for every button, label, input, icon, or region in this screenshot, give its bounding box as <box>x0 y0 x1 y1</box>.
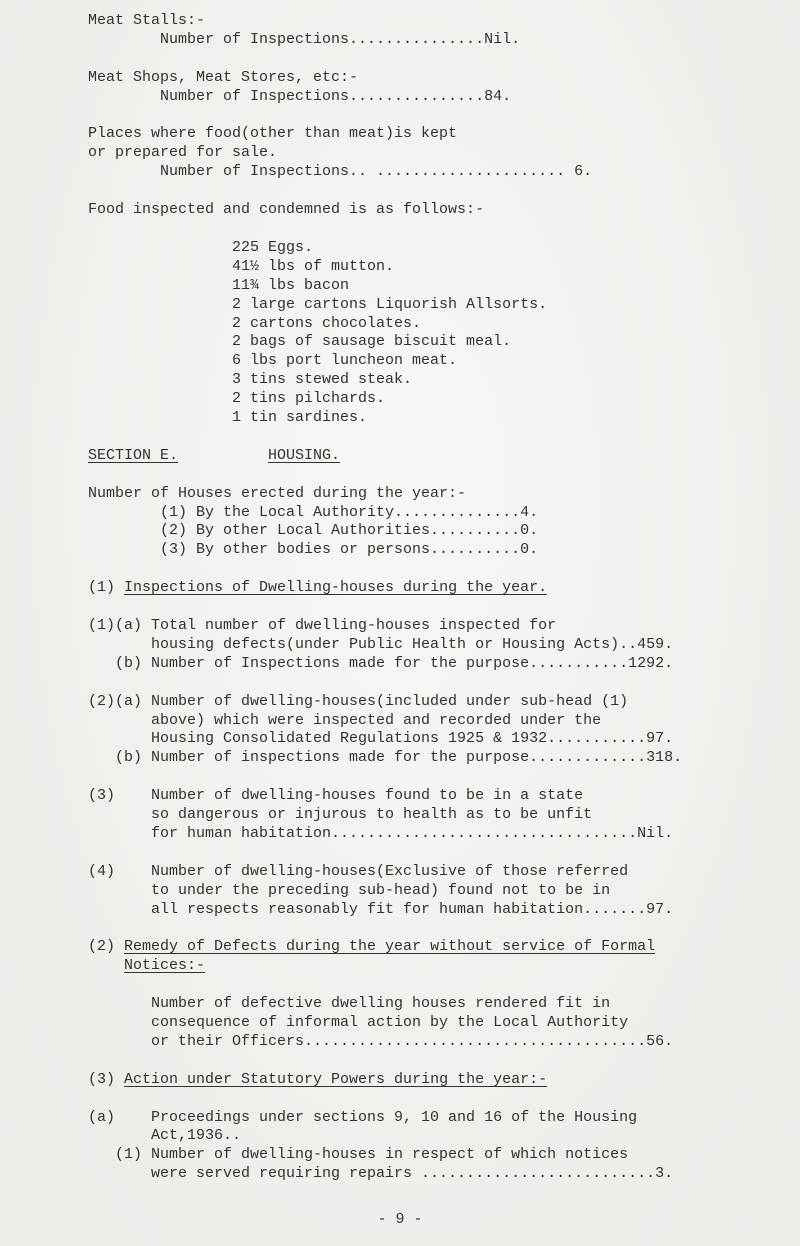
line-text: 11¾ lbs bacon <box>88 276 350 294</box>
document-line <box>88 636 764 655</box>
line-text <box>178 447 268 464</box>
document-line <box>88 1127 764 1146</box>
document-line <box>88 693 764 712</box>
document-line <box>88 1165 764 1184</box>
line-text: so dangerous or injurous to health as to be unfit <box>88 806 593 824</box>
document-line <box>88 1090 764 1109</box>
heading-text: Action under Statutory Powers during the year:- <box>124 1070 548 1088</box>
line-text: Number of Inspections...............Nil. <box>88 30 521 48</box>
line-text: or their Officers......................................56. <box>88 1032 674 1050</box>
document-line <box>88 333 764 352</box>
heading-text: HOUSING. <box>268 446 341 464</box>
line-text: Food inspected and condemned is as follows:- <box>88 201 485 219</box>
document-line <box>88 882 764 901</box>
line-text: (1) Number of dwelling-houses in respect of which notices <box>88 1146 629 1164</box>
line-text: Number of Houses erected during the year:- <box>88 484 467 502</box>
document-line <box>88 522 764 541</box>
line-text: (b) Number of inspections made for the purpose.............318. <box>88 749 683 767</box>
document-line <box>88 617 764 636</box>
document-line <box>88 163 764 182</box>
line-text: 6 lbs port luncheon meat. <box>88 352 458 370</box>
page-number: - 9 - <box>377 1211 423 1229</box>
document-line <box>88 787 764 806</box>
line-text: 2 cartons chocolates. <box>88 314 422 332</box>
document-line <box>88 806 764 825</box>
line-text: consequence of informal action by the Local Authority <box>88 1014 629 1032</box>
document-line <box>88 504 764 523</box>
document-line <box>88 125 764 144</box>
document-line <box>88 390 764 409</box>
line-text: (2) By other Local Authorities..........0. <box>88 522 539 540</box>
document-line <box>88 201 764 220</box>
line-text: (3) Number of dwelling-houses found to be in a state <box>88 787 584 805</box>
line-text: (1) By the Local Authority..............4. <box>88 503 539 521</box>
document-line <box>88 466 764 485</box>
document-line <box>88 277 764 296</box>
document-line <box>88 182 764 201</box>
line-text: 1 tin sardines. <box>88 409 368 427</box>
line-text: housing defects(under Public Health or Housing Acts)..459. <box>88 635 674 653</box>
line-text: 2 large cartons Liquorish Allsorts. <box>88 295 548 313</box>
document-line <box>88 352 764 371</box>
document-line <box>88 315 764 334</box>
document-line <box>88 560 764 579</box>
document-line <box>88 541 764 560</box>
document-line <box>88 69 764 88</box>
document-line <box>88 1014 764 1033</box>
line-text: 2 tins pilchards. <box>88 390 386 408</box>
document-line <box>88 730 764 749</box>
line-text: Act,1936.. <box>88 1127 242 1145</box>
line-text: 3 tins stewed steak. <box>88 371 413 389</box>
document-line <box>88 258 764 277</box>
document-line <box>88 1071 764 1090</box>
heading-text: Inspections of Dwelling-houses during the year. <box>124 579 548 597</box>
document-line <box>88 768 764 787</box>
document-line <box>88 712 764 731</box>
line-text: were served requiring repairs ..........................3. <box>88 1165 674 1183</box>
document-line <box>88 144 764 163</box>
line-text: Number of Inspections.. ..................... 6. <box>88 163 593 181</box>
document-line <box>88 1146 764 1165</box>
line-text: all respects reasonably fit for human habitation.......97. <box>88 900 674 918</box>
document-line <box>88 976 764 995</box>
document-line <box>88 31 764 50</box>
heading-text: SECTION E. <box>88 446 179 464</box>
document-line <box>88 220 764 239</box>
line-text: (3) <box>88 1070 125 1088</box>
line-text: (1)(a) Total number of dwelling-houses inspected for <box>88 617 557 634</box>
document-line <box>88 107 764 126</box>
document-line <box>88 655 764 674</box>
document-line <box>88 239 764 258</box>
line-text: Housing Consolidated Regulations 1925 & 1932...........97. <box>88 730 674 748</box>
document-line <box>88 938 764 957</box>
document-line <box>88 1052 764 1071</box>
line-text: (1) <box>88 579 125 597</box>
line-text: to under the preceding sub-head) found not to be in <box>88 881 611 899</box>
document-line <box>88 447 764 466</box>
document-line <box>88 863 764 882</box>
line-text: for human habitation..................................Nil. <box>88 824 674 842</box>
line-text: 2 bags of sausage biscuit meal. <box>88 333 512 351</box>
document-line <box>88 371 764 390</box>
document-line <box>88 409 764 428</box>
document-line <box>88 920 764 939</box>
line-text: (3) By other bodies or persons..........0. <box>88 541 539 559</box>
line-text: Meat Stalls:- <box>88 12 206 29</box>
document-body <box>88 12 764 1184</box>
line-text: or prepared for sale. <box>88 144 278 162</box>
line-text: Number of defective dwelling houses rendered fit in <box>88 995 611 1013</box>
document-line <box>88 88 764 107</box>
document-line <box>88 674 764 693</box>
document-line <box>88 844 764 863</box>
document-line <box>88 1033 764 1052</box>
line-text: Meat Shops, Meat Stores, etc:- <box>88 68 359 86</box>
document-line <box>88 428 764 447</box>
document-line <box>88 957 764 976</box>
line-text: Places where food(other than meat)is kept <box>88 125 458 143</box>
document-line <box>88 825 764 844</box>
line-text: 225 Eggs. <box>88 238 314 256</box>
heading-text: Notices:- <box>124 957 206 975</box>
line-text: (2) <box>88 938 125 956</box>
line-text: 41½ lbs of mutton. <box>88 257 395 275</box>
document-line <box>88 12 764 31</box>
document-line <box>88 749 764 768</box>
document-line <box>88 598 764 617</box>
line-text: (4) Number of dwelling-houses(Exclusive of those referred <box>88 862 629 880</box>
document-line <box>88 485 764 504</box>
document-line <box>88 579 764 598</box>
line-text: (a) Proceedings under sections 9, 10 and 16 of the Housing <box>88 1108 638 1126</box>
document-line <box>88 1109 764 1128</box>
line-text: (b) Number of Inspections made for the purpose...........1292. <box>88 654 674 672</box>
line-text: (2)(a) Number of dwelling-houses(included under sub-head (1) <box>88 692 629 710</box>
document-line <box>88 50 764 69</box>
line-text: Number of Inspections...............84. <box>88 87 512 105</box>
heading-text: Remedy of Defects during the year without service of Formal <box>124 938 656 956</box>
line-text: above) which were inspected and recorded under the <box>88 711 602 729</box>
document-line <box>88 901 764 920</box>
document-line <box>88 995 764 1014</box>
document-line <box>88 296 764 315</box>
line-text <box>88 957 124 974</box>
